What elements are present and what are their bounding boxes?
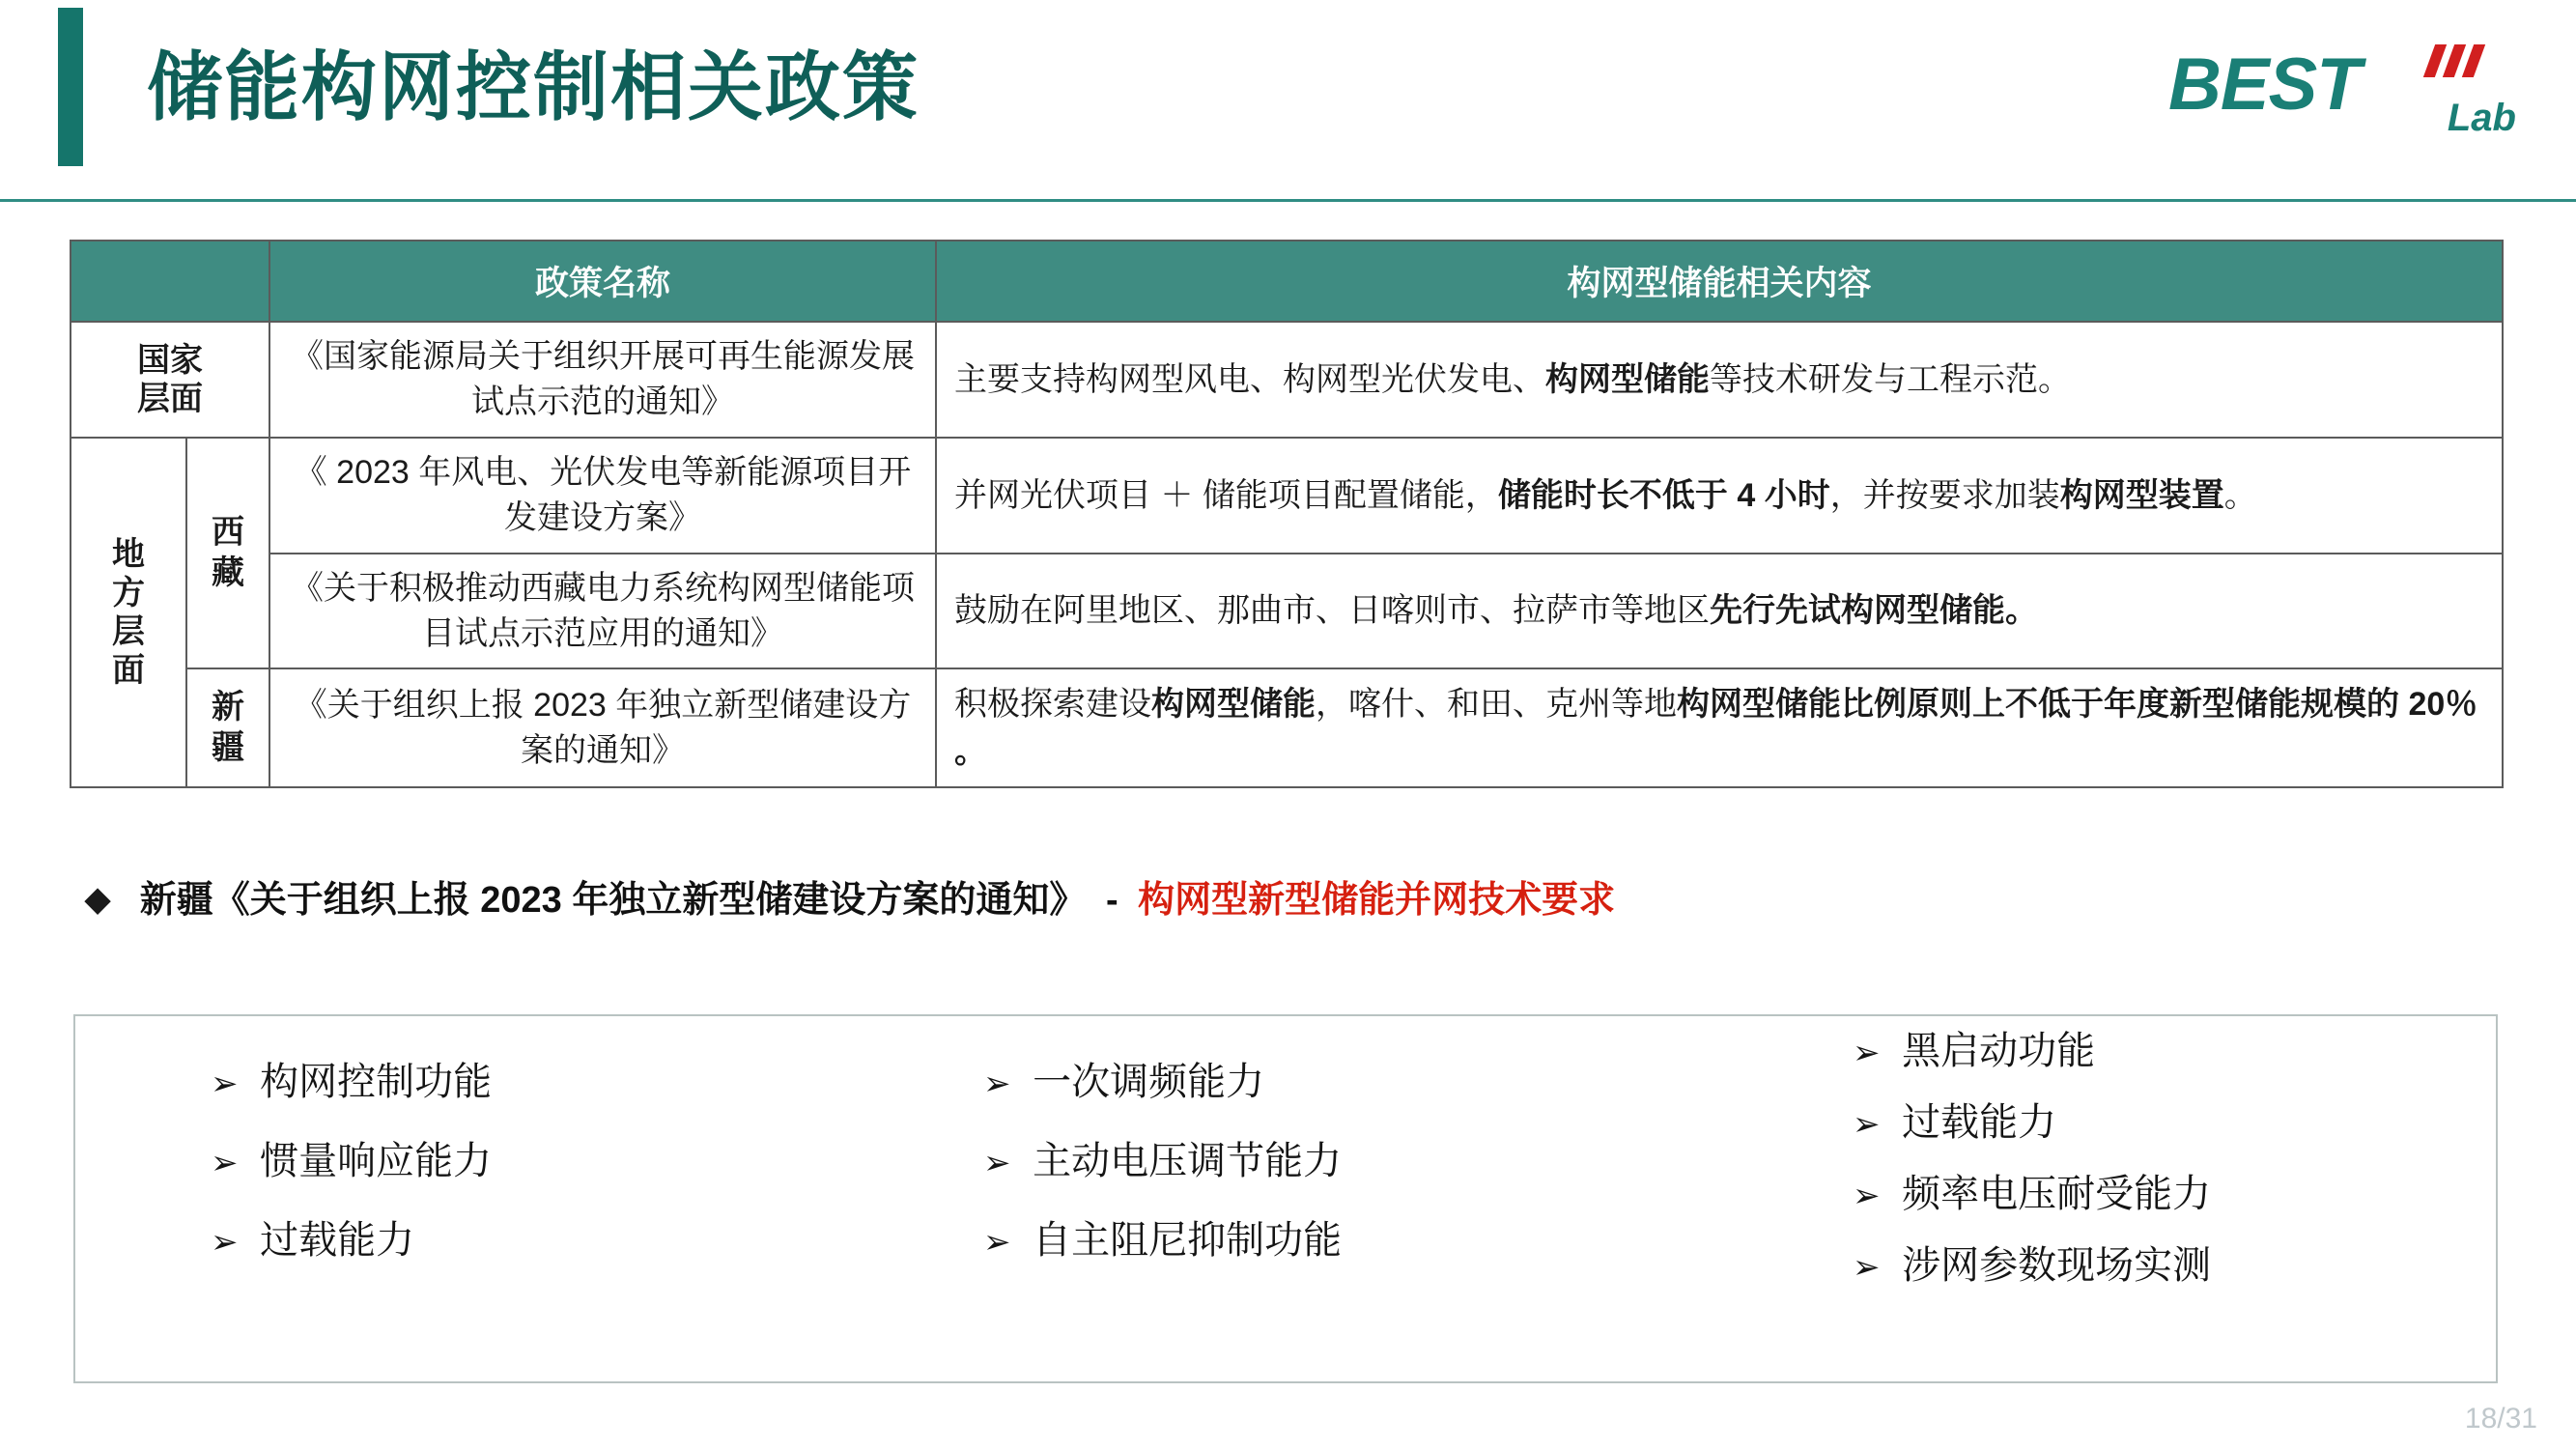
table-header-policy-name: 政策名称: [269, 241, 936, 322]
arrow-bullet-icon: ➢: [1853, 1106, 1881, 1143]
list-item: [1853, 1173, 2211, 1215]
arrow-bullet-icon: ➢: [211, 1224, 239, 1261]
row-policy-content: 并网光伏项目 ＋ 储能项目配置储能，储能时长不低于 4 小时，并按要求加装构网型装置。: [936, 438, 2503, 554]
requirements-column-1: [211, 1061, 492, 1298]
row-policy-name: 《国家能源局关于组织开展可再生能源发展试点示范的通知》: [269, 322, 936, 438]
row-policy-name: 《 2023 年风电、光伏发电等新能源项目开发建设方案》: [269, 438, 936, 554]
policy-table: [70, 240, 2504, 788]
table-row: [71, 438, 2503, 554]
table-header-blank: [71, 241, 269, 322]
page-title: 储能构网控制相关政策: [147, 44, 920, 129]
header-divider: [0, 199, 2576, 202]
arrow-bullet-icon: ➢: [983, 1065, 1011, 1102]
list-item-label: 惯量响应能力: [260, 1140, 493, 1182]
list-item-label: 构网控制功能: [260, 1061, 493, 1103]
table-row: [71, 322, 2503, 438]
row-policy-content: 鼓励在阿里地区、那曲市、日喀则市、拉萨市等地区先行先试构网型储能。: [936, 554, 2503, 669]
arrow-bullet-icon: ➢: [1853, 1035, 1881, 1071]
table-header-policy-content: 构网型储能相关内容: [936, 241, 2503, 322]
bestlab-logo: [2168, 37, 2516, 153]
headline-highlight-text: 构网型新型储能并网技术要求: [1138, 880, 1616, 921]
row-level-local: 地 方 层 面: [71, 438, 186, 787]
requirements-column-3: [1853, 1030, 2211, 1316]
table-row: [71, 554, 2503, 669]
diamond-bullet-icon: ◆: [85, 881, 111, 918]
list-item-label: 主动电压调节能力: [1033, 1140, 1343, 1182]
table-header-row: [71, 241, 2503, 322]
section-headline: [85, 869, 1615, 923]
requirements-column-2: [983, 1061, 1342, 1298]
list-item: [211, 1219, 492, 1262]
list-item-label: 过载能力: [260, 1219, 415, 1262]
row-policy-content: 主要支持构网型风电、构网型光伏发电、构网型储能等技术研发与工程示范。: [936, 322, 2503, 438]
row-policy-name: 《关于积极推动西藏电力系统构网型储能项目试点示范应用的通知》: [269, 554, 936, 669]
requirements-box: [73, 1014, 2498, 1383]
row-region-xinjiang: 新 疆: [186, 668, 269, 787]
table-row: [71, 668, 2503, 787]
page-number: 18/31: [2464, 1403, 2537, 1435]
logo-wordmark: BEST: [2168, 43, 2361, 126]
row-policy-name: 《关于组织上报 2023 年独立新型储建设方案的通知》: [269, 668, 936, 787]
list-item: [211, 1140, 492, 1182]
headline-dash: -: [1105, 880, 1118, 921]
list-item-label: 黑启动功能: [1902, 1030, 2096, 1072]
slide-header: [0, 0, 2576, 201]
headline-main-text: 新疆《关于组织上报 2023 年独立新型储建设方案的通知》: [139, 880, 1087, 921]
logo-tick-icon: [2462, 44, 2485, 77]
row-policy-content: 积极探索建设构网型储能，喀什、和田、克州等地构网型储能比例原则上不低于年度新型储能规模的 20％ 。: [936, 668, 2503, 787]
list-item-label: 过载能力: [1902, 1101, 2057, 1144]
list-item: [1853, 1030, 2211, 1072]
arrow-bullet-icon: ➢: [211, 1065, 239, 1102]
list-item: [1853, 1244, 2211, 1287]
row-level-national: 国家 层面: [71, 322, 269, 438]
list-item-label: 一次调频能力: [1033, 1061, 1265, 1103]
list-item-label: 涉网参数现场实测: [1902, 1244, 2212, 1287]
title-accent-bar: [58, 8, 83, 166]
arrow-bullet-icon: ➢: [983, 1145, 1011, 1181]
arrow-bullet-icon: ➢: [1853, 1178, 1881, 1214]
logo-sub-wordmark: Lab: [2447, 97, 2516, 139]
arrow-bullet-icon: ➢: [211, 1145, 239, 1181]
arrow-bullet-icon: ➢: [983, 1224, 1011, 1261]
list-item: [1853, 1101, 2211, 1144]
list-item-label: 频率电压耐受能力: [1902, 1173, 2212, 1215]
arrow-bullet-icon: ➢: [1853, 1249, 1881, 1286]
list-item-label: 自主阻尼抑制功能: [1033, 1219, 1343, 1262]
list-item: [211, 1061, 492, 1103]
list-item: [983, 1219, 1342, 1262]
row-region-tibet: 西 藏: [186, 438, 269, 669]
list-item: [983, 1061, 1342, 1103]
list-item: [983, 1140, 1342, 1182]
